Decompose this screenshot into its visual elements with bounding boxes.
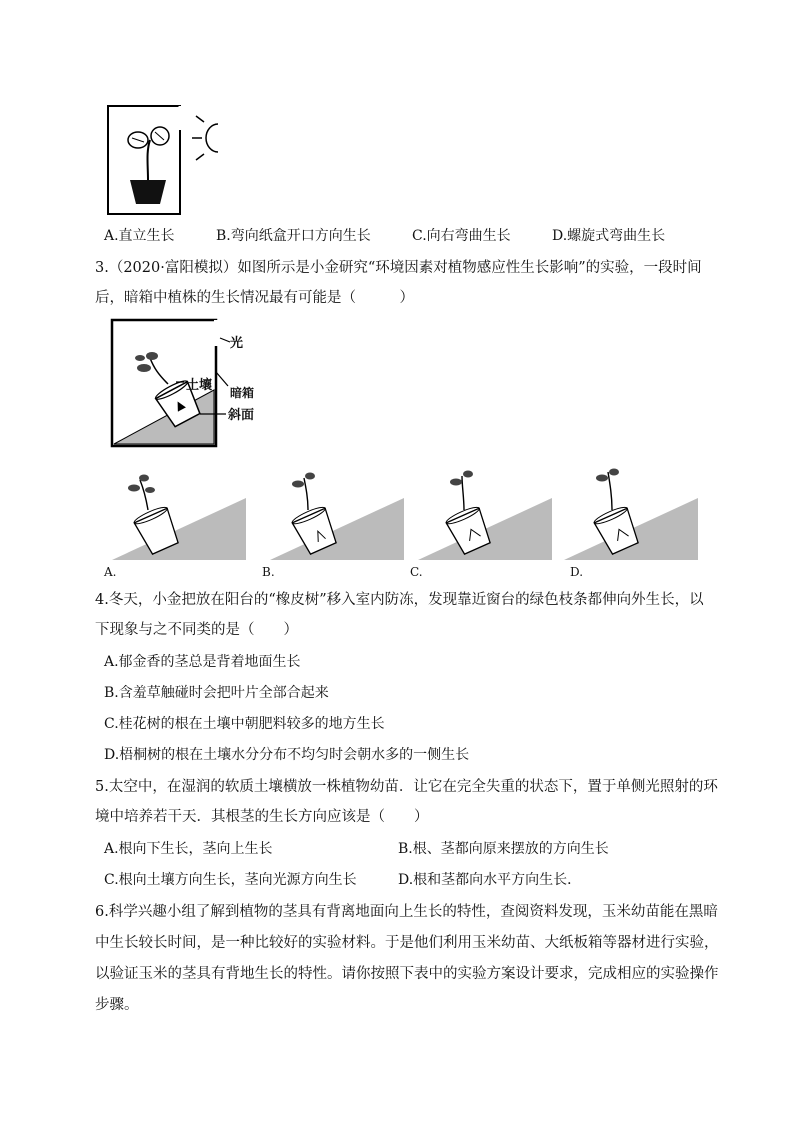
q6-stem-line1: 6.科学兴趣小组了解到植物的茎具有背离地面向上生长的特性，查阅资料发现，玉米幼苗能在黑暗 [95,904,718,920]
q3-option-c: C. [410,565,423,579]
q5-stem-line1: 5.太空中，在湿润的软质土壤横放一株植物幼苗．让它在完全失重的状态下，置于单侧光照射的环 [95,779,718,795]
sun-icon [192,116,218,160]
q5-stem-line2: 境中培养若干天．其根茎的生长方向应该是（ ） [95,809,429,825]
q2-option-b: B.弯向纸盒开口方向生长 [216,228,371,244]
q6-stem-line3: 以验证玉米的茎具有背地生长的特性。请你按照下表中的实验方案设计要求，完成相应的实验操作 [95,966,719,982]
q5-option-b: B.根、茎都向原来摆放的方向生长 [398,841,609,857]
q2-box-plant-figure [100,100,230,220]
q3-stem-line1: 3.（2020·富阳模拟）如图所示是小金研究“环境因素对植物感应性生长影响”的实验，一段时间 [95,260,702,276]
q2-option-d: D.螺旋式弯曲生长 [552,228,666,244]
label-slope: 斜面 [228,408,255,423]
label-darkbox: 暗箱 [230,386,255,400]
q3-stem-line2: 后，暗箱中植株的生长情况最有可能是（ ） [95,290,414,306]
q4-stem-line1: 4.冬天，小金把放在阳台的“橡皮树”移入室内防冻，发现靠近窗台的绿色枝条都伸向外生长，以 [95,592,704,608]
q4-stem-line2: 下现象与之不同类的是（ ） [95,622,298,638]
label-light: 光 [230,336,244,351]
q5-option-d: D.根和茎都向水平方向生长． [398,872,582,888]
q5-option-a: A.根向下生长，茎向上生长 [104,841,273,857]
q4-option-d: D.梧桐树的根在土壤水分分布不均匀时会朝水多的一侧生长 [104,747,470,763]
q3-option-a: A. [104,565,117,579]
q5-option-c: C.根向土壤方向生长，茎向光源方向生长 [104,872,357,888]
q3-option-b: B. [262,565,275,579]
q3-option-figure-a [104,470,249,565]
q3-option-figure-c [410,470,555,565]
label-soil: 土壤 [186,378,213,393]
q4-option-b: B.含羞草触碰时会把叶片全部合起来 [104,685,329,701]
q4-option-c: C.桂花树的根在土壤中朝肥料较多的地方生长 [104,716,385,732]
q4-option-a: A.郁金香的茎总是背着地面生长 [104,654,301,670]
q3-option-figure-d [556,470,701,565]
q6-stem-line4: 步骤。 [95,997,139,1013]
q6-stem-line2: 中生长较长时间，是一种比较好的实验材料。于是他们利用玉米幼苗、大纸板箱等器材进行实验， [95,935,719,951]
q3-option-d: D. [570,565,584,579]
q3-option-figure-b [262,470,407,565]
q2-option-a: A.直立生长 [104,228,175,244]
q2-option-c: C.向右弯曲生长 [412,228,511,244]
